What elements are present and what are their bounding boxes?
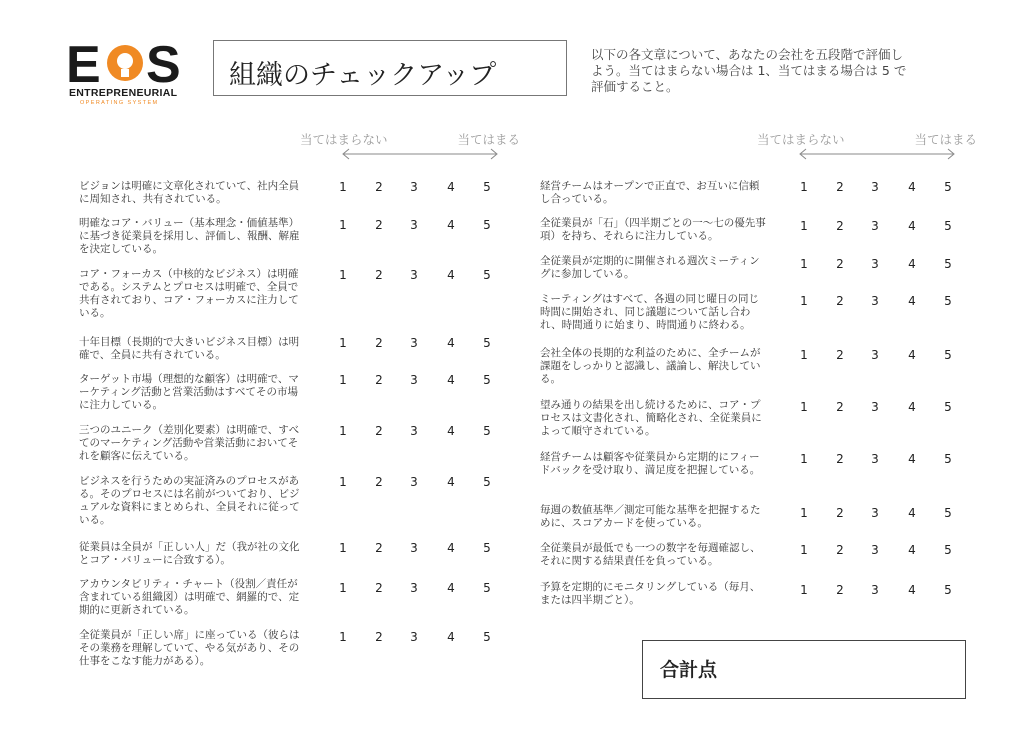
rating-option[interactable]: 1: [800, 180, 808, 194]
eos-wordmark: [66, 38, 190, 88]
rating-option[interactable]: 3: [410, 424, 418, 438]
rating-option[interactable]: 2: [836, 348, 844, 362]
rating-option[interactable]: 1: [800, 294, 808, 308]
instructions: 以下の各文章について、あなたの会社を五段階で評価しよう。当てはまらない場合は 1、当てはまる場合は 5 で評価すること。: [591, 47, 907, 94]
logo-line1: ENTREPRENEURIAL: [69, 87, 178, 99]
rating-option[interactable]: 5: [944, 400, 952, 414]
rating-option[interactable]: 3: [871, 219, 879, 233]
right-question-6: 望み通りの結果を出し続けるために、コア・プロセスは文書化され、簡略化され、全従業員によって順守されている。: [540, 399, 762, 437]
rating-option[interactable]: 4: [908, 180, 916, 194]
right-question-8: 毎週の数値基準／測定可能な基準を把握するために、スコアカードを使っている。: [540, 504, 761, 529]
rating-option[interactable]: 4: [447, 218, 455, 232]
rating-option[interactable]: 3: [410, 630, 418, 644]
rating-option[interactable]: 1: [800, 543, 808, 557]
rating-option[interactable]: 2: [375, 581, 383, 595]
rating-option[interactable]: 4: [447, 424, 455, 438]
rating-option[interactable]: 1: [800, 219, 808, 233]
svg-text:E: E: [66, 38, 101, 88]
rating-option[interactable]: 1: [339, 218, 347, 232]
left-question-5: ターゲット市場（理想的な顧客）は明確で、マーケティング活動と営業活動はすべてその市場に注力している。: [79, 373, 299, 411]
rating-option[interactable]: 5: [944, 348, 952, 362]
rating-option[interactable]: 2: [836, 506, 844, 520]
rating-option[interactable]: 2: [375, 218, 383, 232]
rating-option[interactable]: 4: [908, 348, 916, 362]
rating-option[interactable]: 1: [339, 581, 347, 595]
scale-header-right: [757, 130, 977, 166]
rating-option[interactable]: 3: [871, 583, 879, 597]
rating-option[interactable]: 5: [483, 373, 491, 387]
rating-option[interactable]: 1: [339, 180, 347, 194]
rating-option[interactable]: 5: [483, 268, 491, 282]
scale-high-label: 当てはまる: [914, 132, 977, 147]
rating-option[interactable]: 4: [908, 219, 916, 233]
rating-option[interactable]: 3: [410, 218, 418, 232]
rating-option[interactable]: 1: [339, 541, 347, 555]
rating-option[interactable]: 2: [375, 475, 383, 489]
rating-option[interactable]: 1: [800, 348, 808, 362]
rating-option[interactable]: 3: [871, 400, 879, 414]
rating-option[interactable]: 5: [944, 506, 952, 520]
right-question-5: 会社全体の長期的な利益のために、全チームが課題をしっかりと認識し、議論し、解決している。: [540, 347, 761, 385]
rating-option[interactable]: 1: [800, 257, 808, 271]
rating-option[interactable]: 1: [800, 400, 808, 414]
rating-option[interactable]: 3: [410, 373, 418, 387]
rating-option[interactable]: 5: [944, 257, 952, 271]
total-score-label: 合計点: [660, 659, 718, 681]
double-arrow-icon: [797, 147, 957, 161]
rating-option[interactable]: 2: [375, 336, 383, 350]
left-question-10: 全従業員が「正しい席」に座っている（彼らはその業務を理解していて、やる気があり、その仕事をこなす能力がある）。: [79, 629, 300, 667]
rating-option[interactable]: 5: [944, 583, 952, 597]
rating-option[interactable]: 5: [483, 180, 491, 194]
rating-option[interactable]: 4: [908, 506, 916, 520]
right-question-7: 経営チームは顧客や従業員から定期的にフィードバックを受け取り、満足度を把握している。: [540, 451, 761, 476]
rating-option[interactable]: 3: [871, 506, 879, 520]
rating-option[interactable]: 4: [908, 257, 916, 271]
rating-option[interactable]: 3: [871, 294, 879, 308]
rating-option[interactable]: 3: [410, 268, 418, 282]
left-question-6: 三つのユニーク（差別化要素）は明確で、すべてのマーケティング活動や営業活動においてそれを顧客に伝えている。: [79, 424, 300, 462]
rating-option[interactable]: 1: [339, 336, 347, 350]
right-question-2: 全従業員が「石」（四半期ごとの一〜七の優先事項）を持ち、それらに注力している。: [540, 217, 766, 242]
rating-option[interactable]: 3: [410, 541, 418, 555]
rating-option[interactable]: 2: [375, 424, 383, 438]
rating-option[interactable]: 5: [944, 294, 952, 308]
right-question-10: 予算を定期的にモニタリングしている（毎月、または四半期ごと）。: [540, 581, 761, 606]
rating-option[interactable]: 5: [944, 219, 952, 233]
rating-option[interactable]: 3: [410, 180, 418, 194]
page-title: 組織のチェックアップ: [229, 60, 497, 91]
rating-option[interactable]: 2: [375, 541, 383, 555]
left-question-4: 十年目標（長期的で大きいビジネス目標）は明確で、全員に共有されている。: [79, 336, 300, 361]
rating-option[interactable]: 4: [908, 294, 916, 308]
scale-low-label: 当てはまらない: [300, 132, 388, 147]
rating-option[interactable]: 1: [800, 583, 808, 597]
rating-option[interactable]: 4: [908, 583, 916, 597]
rating-option[interactable]: 1: [339, 424, 347, 438]
rating-option[interactable]: 4: [447, 475, 455, 489]
rating-option[interactable]: 4: [447, 336, 455, 350]
rating-option[interactable]: 1: [339, 630, 347, 644]
rating-option[interactable]: 3: [871, 257, 879, 271]
rating-option[interactable]: 2: [836, 294, 844, 308]
rating-option[interactable]: 2: [375, 268, 383, 282]
rating-option[interactable]: 2: [375, 180, 383, 194]
rating-option[interactable]: 5: [483, 541, 491, 555]
rating-option[interactable]: 5: [944, 452, 952, 466]
rating-option[interactable]: 3: [410, 475, 418, 489]
left-question-1: ビジョンは明確に文章化されていて、社内全員に周知され、共有されている。: [79, 180, 300, 205]
rating-option[interactable]: 3: [871, 348, 879, 362]
rating-option[interactable]: 5: [483, 581, 491, 595]
rating-option[interactable]: 1: [800, 506, 808, 520]
rating-option[interactable]: 5: [944, 180, 952, 194]
scale-low-label: 当てはまらない: [757, 132, 845, 147]
rating-option[interactable]: 2: [836, 583, 844, 597]
rating-option[interactable]: 2: [375, 630, 383, 644]
rating-option[interactable]: 4: [447, 581, 455, 595]
rating-option[interactable]: 2: [836, 400, 844, 414]
rating-option[interactable]: 3: [871, 543, 879, 557]
right-question-1: 経営チームはオープンで正直で、お互いに信頼し合っている。: [540, 180, 760, 205]
total-score-box[interactable]: [642, 640, 966, 699]
svg-text:S: S: [146, 38, 181, 88]
rating-option[interactable]: 5: [483, 630, 491, 644]
rating-option[interactable]: 2: [836, 452, 844, 466]
rating-option[interactable]: 4: [908, 543, 916, 557]
scale-header-left: [300, 130, 520, 166]
right-question-9: 全従業員が最低でも一つの数字を毎週確認し、それに関する結果責任を負っている。: [540, 542, 761, 567]
rating-option[interactable]: 3: [871, 452, 879, 466]
rating-option[interactable]: 5: [483, 475, 491, 489]
rating-option[interactable]: 3: [871, 180, 879, 194]
rating-option[interactable]: 5: [483, 336, 491, 350]
eos-logo: [66, 38, 190, 108]
rating-option[interactable]: 1: [339, 475, 347, 489]
logo-line2: OPERATING SYSTEM: [80, 100, 159, 106]
right-question-3: 全従業員が定期的に開催される週次ミーティングに参加している。: [540, 255, 760, 280]
left-question-8: 従業員は全員が「正しい人」だ（我が社の文化とコア・バリューに合致する）。: [79, 541, 300, 566]
rating-option[interactable]: 4: [908, 452, 916, 466]
rating-option[interactable]: 4: [447, 180, 455, 194]
rating-option[interactable]: 2: [836, 257, 844, 271]
rating-option[interactable]: 3: [410, 581, 418, 595]
scale-high-label: 当てはまる: [457, 132, 520, 147]
rating-option[interactable]: 5: [483, 218, 491, 232]
left-question-9: アカウンタビリティ・チャート（役割／責任が含まれている組織図）は明確で、網羅的で、定期的に更新されている。: [79, 578, 300, 616]
rating-option[interactable]: 4: [908, 400, 916, 414]
rating-option[interactable]: 4: [447, 630, 455, 644]
double-arrow-icon: [340, 147, 500, 161]
rating-option[interactable]: 5: [483, 424, 491, 438]
rating-option[interactable]: 4: [447, 541, 455, 555]
rating-option[interactable]: 2: [836, 180, 844, 194]
rating-option[interactable]: 4: [447, 373, 455, 387]
left-question-2: 明確なコア・バリュー（基本理念・価値基準）に基づき従業員を採用し、評価し、報酬、解雇を決定している。: [79, 217, 300, 255]
rating-option[interactable]: 2: [836, 219, 844, 233]
rating-option[interactable]: 5: [944, 543, 952, 557]
left-question-3: コア・フォーカス（中核的なビジネス）は明確である。システムとプロセスは明確で、全員で共有されており、コア・フォーカスに注力している。: [79, 268, 299, 319]
rating-option[interactable]: 2: [836, 543, 844, 557]
rating-option[interactable]: 1: [800, 452, 808, 466]
title-box: [213, 40, 567, 96]
rating-option[interactable]: 1: [339, 268, 347, 282]
rating-option[interactable]: 1: [339, 373, 347, 387]
rating-option[interactable]: 2: [375, 373, 383, 387]
right-question-4: ミーティングはすべて、各週の同じ曜日の同じ時間に開始され、同じ議題について話し合われ、時間通りに始まり、時間通りに終わる。: [540, 293, 760, 331]
rating-option[interactable]: 4: [447, 268, 455, 282]
left-question-7: ビジネスを行うための実証済みのプロセスがある。そのプロセスには名前がついており、ビジュアルな資料にまとめられ、全員それに従っている。: [79, 475, 300, 526]
rating-option[interactable]: 3: [410, 336, 418, 350]
